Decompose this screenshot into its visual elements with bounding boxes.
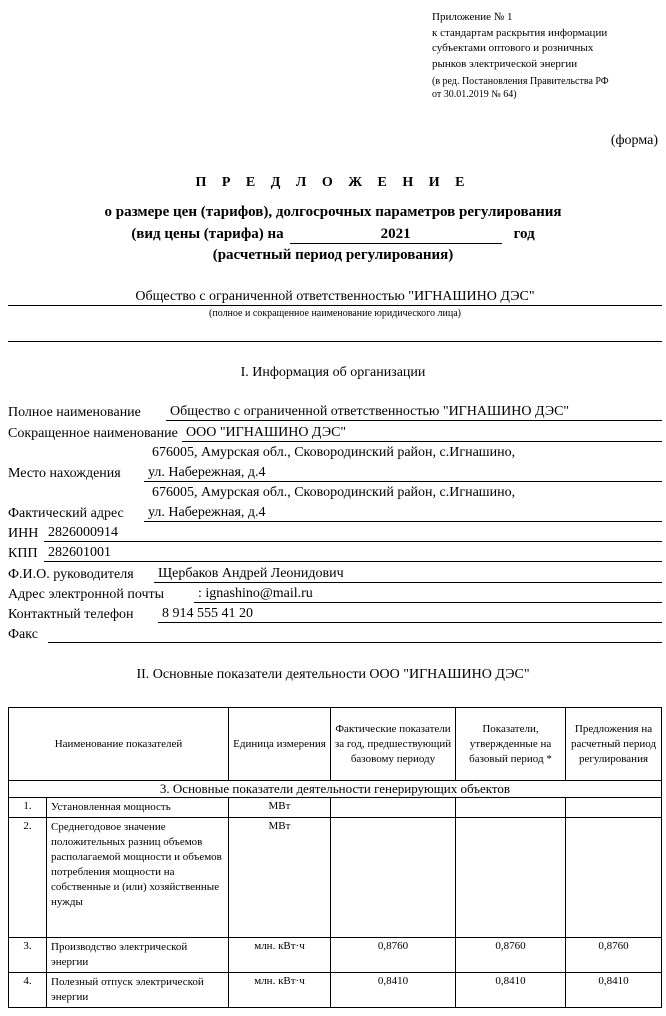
row-actual: 0,8410	[331, 973, 456, 1008]
row-proposal	[566, 818, 662, 938]
inn-value: 2826000914	[44, 525, 662, 542]
row-actual	[331, 818, 456, 938]
header-approved: Показатели, утвержденные на базовый период *	[456, 708, 566, 781]
row-unit: МВт	[229, 798, 331, 818]
row-unit: млн. кВт·ч	[229, 938, 331, 973]
short-name-value: ООО "ИГНАШИНО ДЭС"	[182, 425, 662, 442]
actual-address-label: Фактический адрес	[8, 506, 124, 521]
head-label: Ф.И.О. руководителя	[8, 567, 134, 582]
row-name: Производство электрической энергии	[47, 938, 229, 973]
appendix-edition-line: от 30.01.2019 № 64)	[432, 89, 517, 100]
head-value: Щербаков Андрей Леонидович	[154, 566, 662, 583]
subtitle-line-2	[0, 226, 666, 244]
year-field: 2021	[290, 226, 502, 244]
table-header-row	[9, 708, 662, 781]
subtitle-prefix: (вид цены (тарифа) на	[131, 226, 284, 242]
full-name-label: Полное наименование	[8, 405, 141, 420]
phone-value: 8 914 555 41 20	[158, 606, 662, 623]
location-line-1: 676005, Амурская обл., Сковородинский район, с.Игнашино,	[152, 445, 516, 460]
row-num: 3.	[9, 938, 47, 973]
table-group-row	[9, 781, 662, 798]
appendix-note	[432, 10, 662, 101]
row-approved	[456, 818, 566, 938]
row-approved: 0,8760	[456, 938, 566, 973]
email-label: Адрес электронной почты	[8, 587, 165, 602]
email-value: : ignashino@mail.ru	[194, 586, 662, 603]
table-row	[9, 938, 662, 973]
row-actual: 0,8760	[331, 938, 456, 973]
appendix-edition	[432, 75, 662, 101]
table-row	[9, 973, 662, 1008]
appendix-line: субъектами оптового и розничных	[432, 42, 594, 54]
full-name-value: Общество с ограниченной ответственностью "ИГНАШИНО ДЭС"	[166, 404, 662, 421]
divider	[8, 341, 662, 342]
short-name-label: Сокращенное наименование	[8, 426, 178, 441]
actual-address-line-2: ул. Набережная, д.4	[144, 505, 662, 522]
kpp-label: КПП	[8, 546, 38, 561]
header-actual: Фактические показатели за год, предшествующий базовому периоду	[331, 708, 456, 781]
table-row	[9, 798, 662, 818]
row-proposal: 0,8760	[566, 938, 662, 973]
row-approved	[456, 798, 566, 818]
appendix-line: Приложение № 1	[432, 11, 513, 23]
form-label: (форма)	[610, 133, 658, 148]
appendix-edition-line: (в ред. Постановления Правительства РФ	[432, 76, 609, 87]
row-num: 4.	[9, 973, 47, 1008]
organization-caption: (полное и сокращенное наименование юридического лица)	[209, 308, 461, 319]
location-line-2: ул. Набережная, д.4	[144, 465, 662, 482]
section-1-heading: I. Информация об организации	[240, 365, 426, 380]
row-name: Полезный отпуск электрической энергии	[47, 973, 229, 1008]
row-unit: млн. кВт·ч	[229, 973, 331, 1008]
subtitle-line-1: о размере цен (тарифов), долгосрочных параметров регулирования	[104, 204, 562, 220]
document-title: П Р Е Д Л О Ж Е Н И Е	[195, 175, 471, 190]
row-approved: 0,8410	[456, 973, 566, 1008]
header-unit: Единица измерения	[229, 708, 331, 781]
fax-label: Факс	[8, 627, 38, 642]
subtitle-line-3: (расчетный период регулирования)	[212, 247, 454, 263]
row-unit: МВт	[229, 818, 331, 938]
row-actual	[331, 798, 456, 818]
row-proposal	[566, 798, 662, 818]
row-name: Установленная мощность	[47, 798, 229, 818]
indicators-table	[8, 707, 662, 1008]
actual-address-line-1: 676005, Амурская обл., Сковородинский район, с.Игнашино,	[152, 485, 516, 500]
row-num: 2.	[9, 818, 47, 938]
row-num: 1.	[9, 798, 47, 818]
location-label: Место нахождения	[8, 466, 121, 481]
appendix-line: к стандартам раскрытия информации	[432, 26, 608, 39]
row-proposal: 0,8410	[566, 973, 662, 1008]
inn-label: ИНН	[8, 526, 39, 541]
header-proposal: Предложения на расчетный период регулирования	[566, 708, 662, 781]
organization-name: Общество с ограниченной ответственностью "ИГНАШИНО ДЭС"	[8, 288, 662, 306]
group-title: 3. Основные показатели деятельности генерирующих объектов	[9, 781, 662, 798]
row-name: Среднегодовое значение положительных разниц объемов располагаемой мощности и объемов потребления мощности на собственные и (или) хозяйственные нужды	[47, 818, 229, 938]
header-name: Наименование показателей	[9, 708, 229, 781]
table-row	[9, 818, 662, 938]
appendix-line: рынков электрической энергии	[432, 57, 578, 70]
phone-label: Контактный телефон	[8, 607, 134, 622]
section-2-heading: II. Основные показатели деятельности ООО "ИГНАШИНО ДЭС"	[136, 667, 530, 682]
subtitle-suffix: год	[513, 226, 535, 242]
kpp-value: 282601001	[44, 545, 662, 562]
fax-value	[48, 626, 662, 643]
